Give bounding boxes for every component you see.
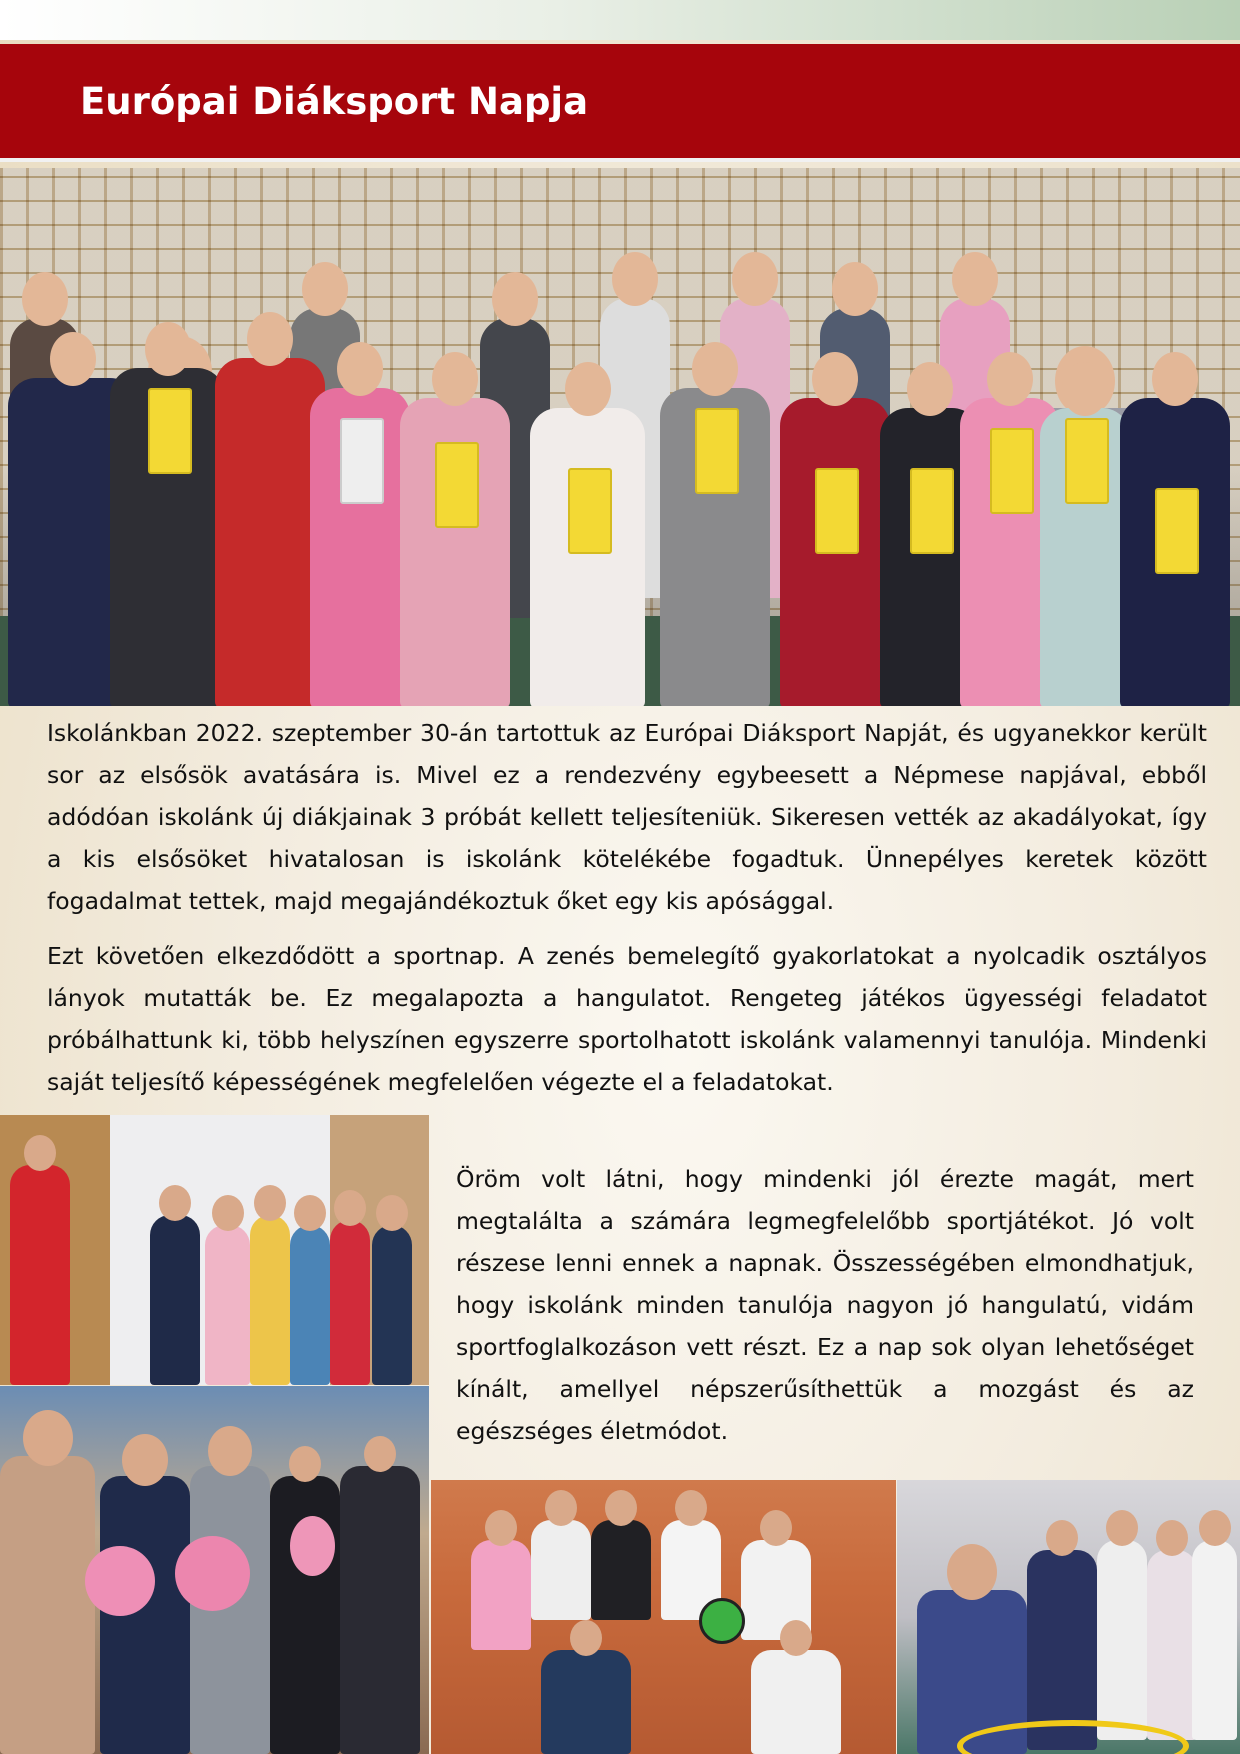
pink-ball	[175, 1536, 250, 1611]
top-decor-strip	[0, 0, 1240, 40]
paragraph-sportnap: Ezt követően elkezdődött a sportnap. A zenés bemelegítő gyakorlatokat a nyolcadik osztályos lányok mutatták be. Ez megalapozta a hangulatot. Rengeteg játékos ügyességi feladatot próbálhattunk ki, több helyszínen egyszerre sportolhatott iskolánk valamennyi tanulója. Mindenki saját teljesítő képességének megfelelően végezte el a feladatokat.	[47, 942, 1207, 1096]
child-figure	[330, 1220, 370, 1385]
student-figure	[591, 1520, 651, 1620]
student-figure	[190, 1466, 270, 1754]
child-figure	[400, 398, 510, 706]
child-figure	[205, 1225, 250, 1385]
student-figure	[541, 1650, 631, 1754]
coach-figure	[10, 1165, 70, 1385]
child-figure	[530, 408, 645, 706]
student-figure	[751, 1650, 841, 1754]
student-figure	[471, 1540, 531, 1650]
child-figure	[372, 1225, 412, 1385]
child-figure	[660, 388, 770, 706]
child-figure	[150, 1215, 200, 1385]
student-figure	[340, 1466, 420, 1754]
student-figure	[531, 1520, 591, 1620]
child-figure	[290, 1225, 330, 1385]
photo-teens-balls	[0, 1386, 429, 1754]
pink-ball	[85, 1546, 155, 1616]
student-figure	[0, 1456, 95, 1754]
child-figure	[780, 398, 890, 706]
photo-sitting-circle	[431, 1480, 896, 1754]
pink-ball	[290, 1516, 335, 1576]
title-band	[0, 44, 1240, 162]
paragraph-summary: Öröm volt látni, hogy mindenki jól érezte magát, mert megtalálta a számára legmegfelelőbb sportjátékot. Jó volt részese lenni ennek a napnak. Összességében elmondhatjuk, hogy iskolánk minden tanulója nagyon jó hangulatú, vidám sportfoglalkozáson vett részt. Ez a nap sok olyan lehetőséget kínált, amellyel népszerűsíthettük a mozgást és az egészséges életmódot.	[456, 1165, 1194, 1445]
child-figure	[110, 368, 225, 706]
paragraph-intro: Iskolánkban 2022. szeptember 30-án tartottuk az Európai Diáksport Napját, és ugyanekkor került sor az elsősök avatására is. Mivel ez a rendezvény egybeesett a Népmese napjával, ebből adódóan iskolánk új diákjainak 3 próbát kellett teljesíteniük. Sikeresen vették az akadályokat, így a kis elsősöket hivatalosan is iskolánk kötelékébe fogadtuk. Ünnepélyes keretek között fogadalmat tettek, majd megajándékoztuk őket egy kis apósággal.	[47, 719, 1207, 915]
child-figure	[310, 388, 410, 706]
photo-hoop-game	[897, 1480, 1240, 1754]
child-figure	[1120, 398, 1230, 706]
child-figure	[1097, 1540, 1147, 1740]
photo-children-line	[0, 1115, 429, 1385]
child-figure	[1040, 408, 1130, 706]
group-photo	[0, 168, 1240, 706]
child-figure	[215, 358, 325, 706]
child-figure	[1147, 1550, 1197, 1740]
page-title: Európai Diáksport Napja	[80, 80, 589, 123]
green-ball	[699, 1598, 745, 1644]
child-figure	[250, 1215, 290, 1385]
child-figure	[1192, 1540, 1237, 1740]
